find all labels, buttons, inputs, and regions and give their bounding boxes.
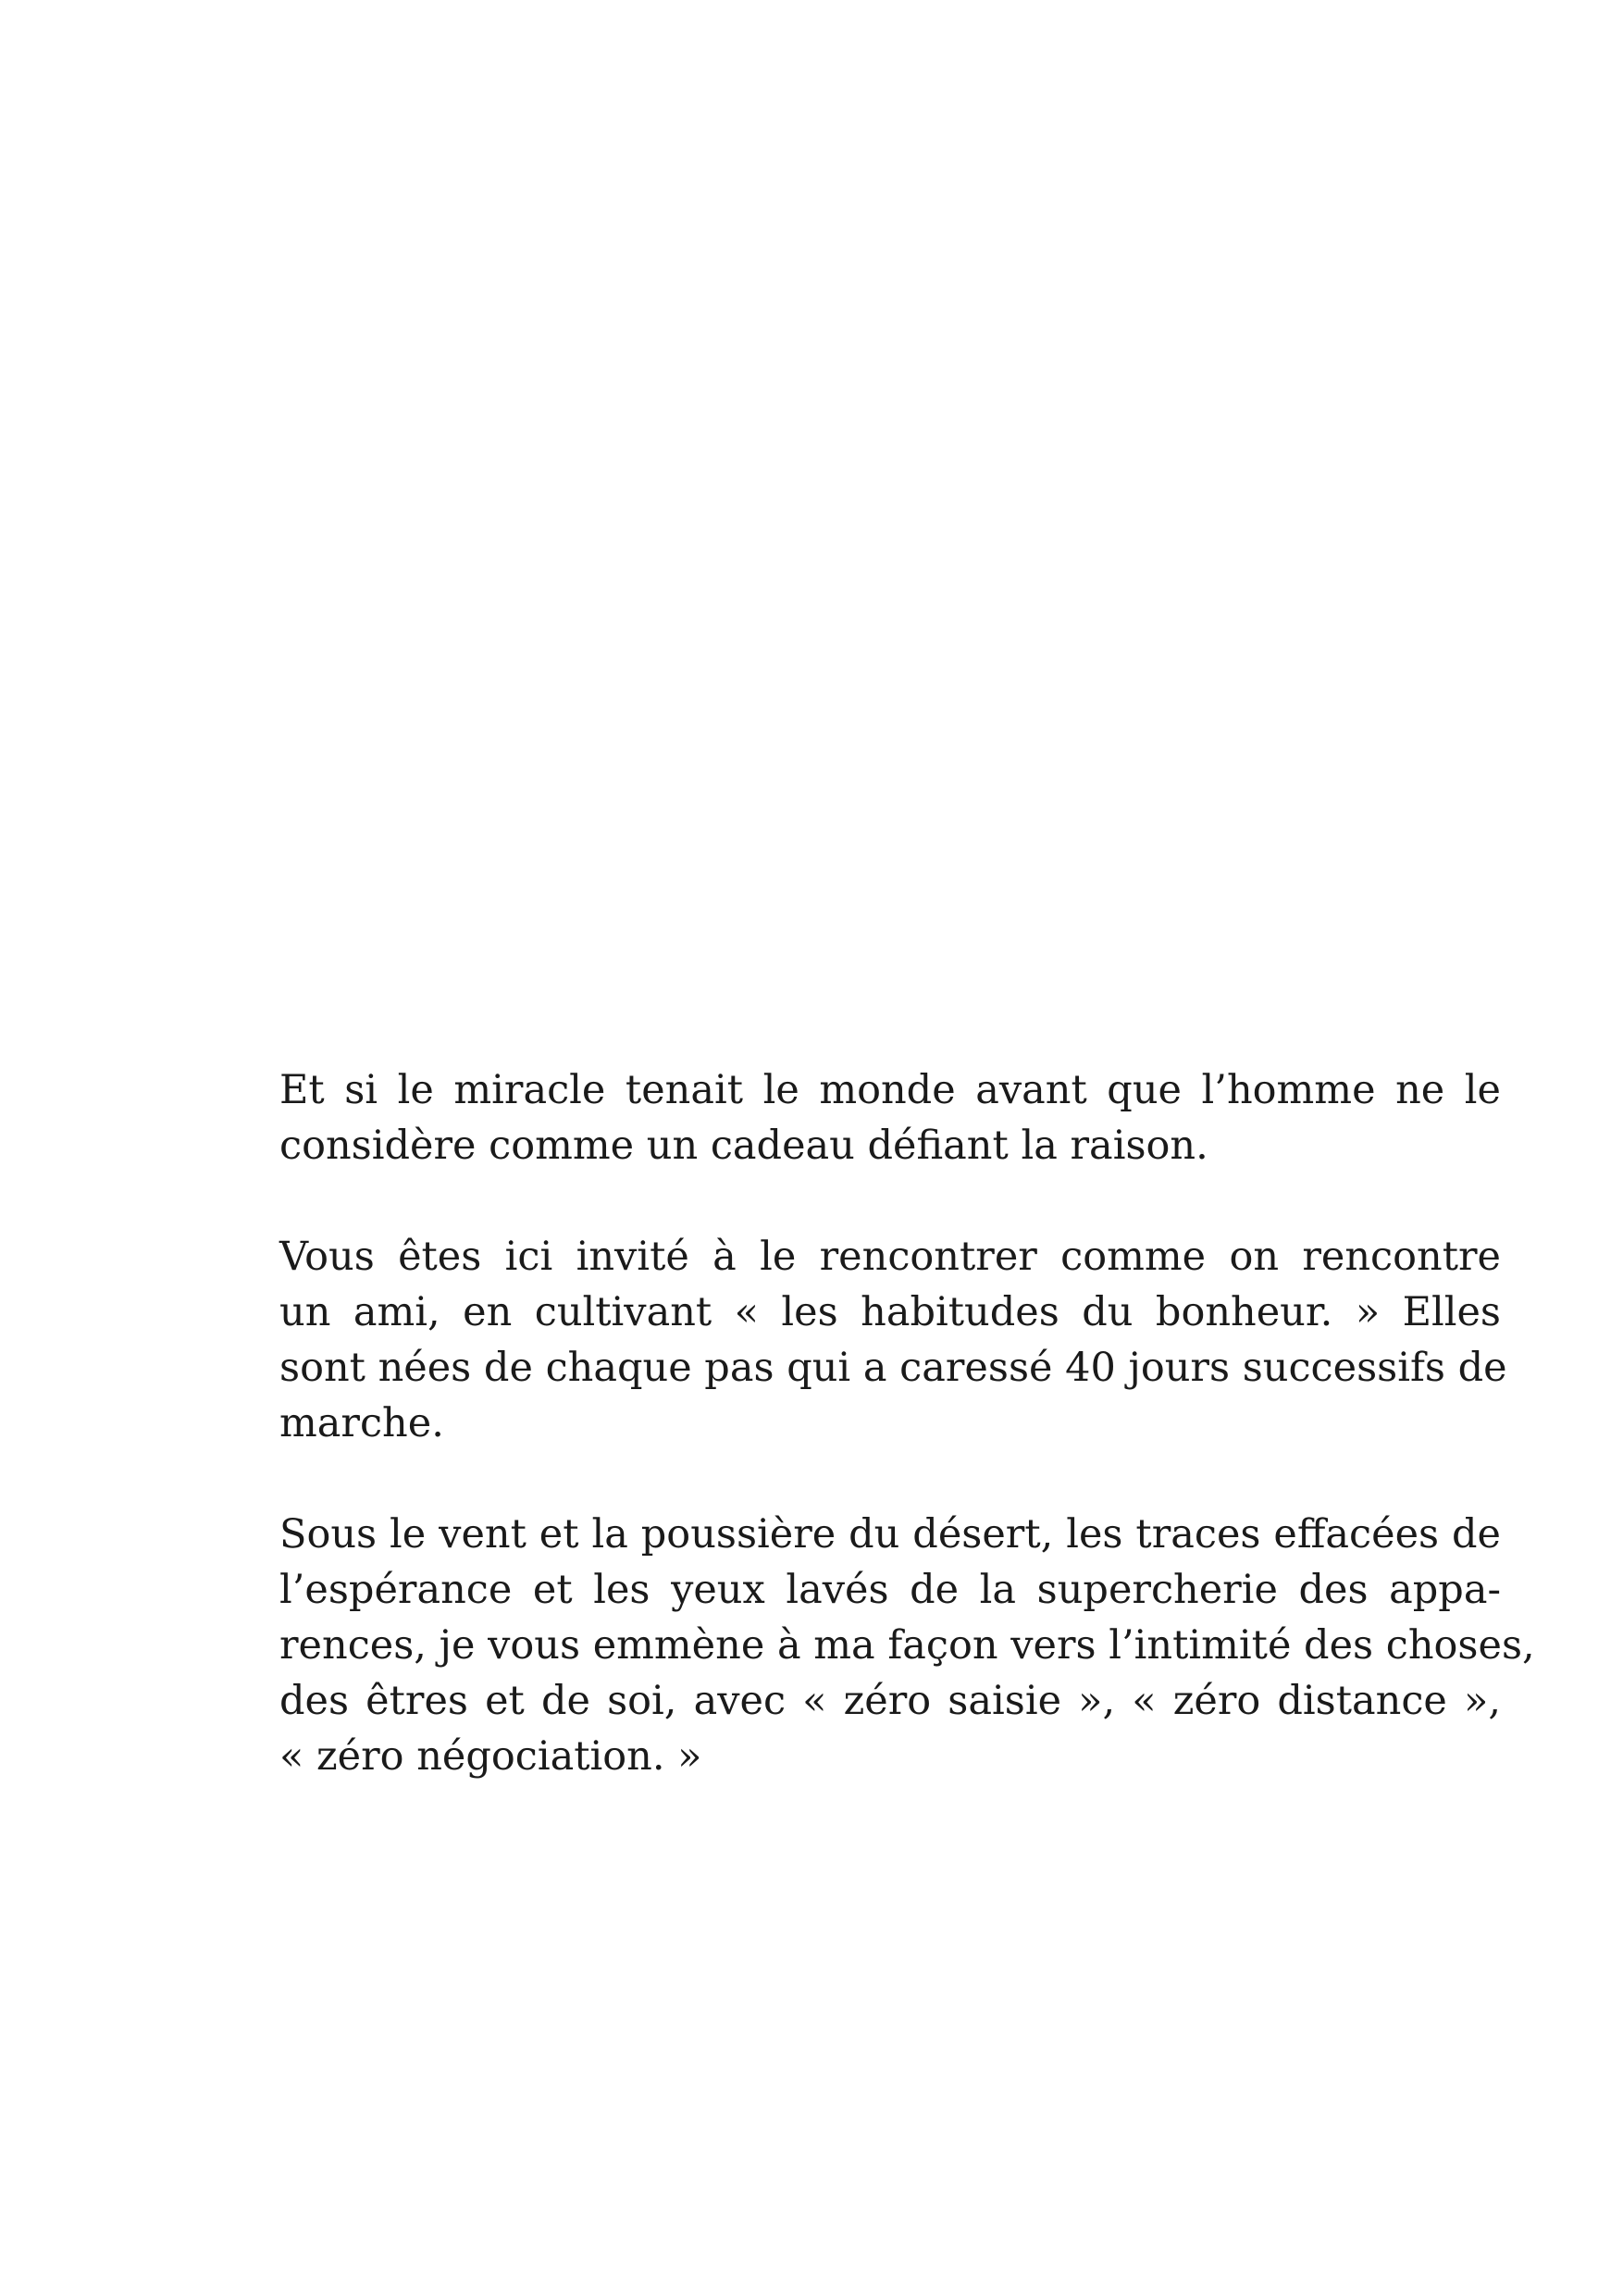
text-line: sont nées de chaque pas qui a caressé 40 jours successifs de: [279, 1345, 1507, 1391]
text-line: rences, je vous emmène à ma façon vers l’intimité des choses,: [279, 1622, 1535, 1669]
text-line: « zéro négociation. »: [279, 1733, 702, 1780]
text-line: considère comme un cadeau défiant la raison.: [279, 1123, 1208, 1169]
paragraph-3: [279, 1507, 1535, 1784]
text-line: Vous êtes ici invité à le rencontrer comme on rencontre: [279, 1234, 1501, 1280]
paragraph-2: [279, 1229, 1507, 1451]
text-line: l’espérance et les yeux lavés de la supercherie des appa-: [279, 1567, 1501, 1613]
text-line: un ami, en cultivant « les habitudes du bonheur. » Elles: [279, 1289, 1501, 1335]
paragraph-1: [279, 1062, 1501, 1173]
text-line: des êtres et de soi, avec « zéro saisie », « zéro distance »,: [279, 1678, 1501, 1724]
text-line: Et si le miracle tenait le monde avant que l’homme ne le: [279, 1067, 1501, 1113]
text-line: Sous le vent et la poussière du désert, les traces effacées de: [279, 1511, 1501, 1558]
body-text: [279, 1062, 1535, 1784]
text-line: marche.: [279, 1400, 444, 1446]
